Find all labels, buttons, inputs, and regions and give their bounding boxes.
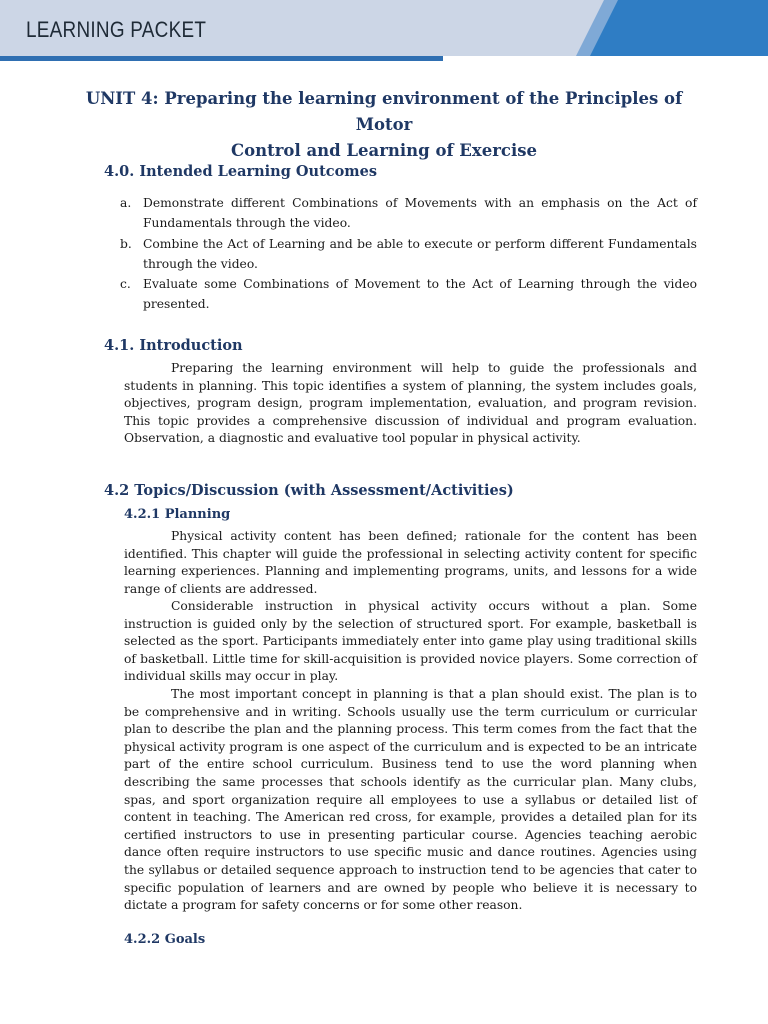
introduction-heading: 4.1. Introduction [104, 337, 243, 354]
outcomes-heading: 4.0. Intended Learning Outcomes [104, 163, 378, 180]
list-item-text: Demonstrate different Combinations of Movements with an emphasis on the Act of Fundamentals through the video. [143, 196, 697, 231]
planning-heading: 4.2.1 Planning [124, 507, 231, 522]
list-marker: c. [120, 277, 131, 292]
list-marker: a. [120, 196, 132, 210]
unit-title [60, 86, 708, 164]
planning-paragraph-1: Physical activity content has been defined; rationale for the content has been identified. This chapter will guide the professional in selecting activity content for specific learning experiences. Planning and implementing programs, units, and lessons for a wide range of clients are addressed. [124, 529, 697, 596]
goals-heading: 4.2.2 Goals [124, 932, 206, 947]
unit-title-line-2: Control and Learning of Exercise [230, 141, 537, 160]
outcomes-list [120, 193, 697, 315]
page-header [0, 0, 768, 64]
list-item-text: Evaluate some Combinations of Movement to the Act of Learning through the video presented. [143, 277, 697, 312]
header-underline [0, 56, 443, 61]
planning-paragraph-2: Considerable instruction in physical activity occurs without a plan. Some instruction is guided only by the selection of structured sport. For example, basketball is selected as the sport. Participants immediately enter into game play using traditional skills of basketball. Little time for skill-acquisition is provided novice players. Some correction of individual skills may occur in play. [124, 599, 697, 684]
planning-paragraph-3: The most important concept in planning is that a plan should exist. The plan is to be comprehensive and in writing. Schools usually use the term curriculum or curricular plan to describe the plan and the planning process. This term comes from the fact that the physical activity program is one aspect of the curriculum and is expected to be an intricate part of the entire school curriculum. Business tend to use the word planning when describing the same processes that schools identify as the curricular plan. Many clubs, spas, and sport organization require all employees to use a syllabus or detailed list of content in teaching. The American red cross, for example, provides a detailed plan for its certified instructors to use in presenting particular course. Agencies teaching aerobic dance often require instructors to use specific music and dance routines. Agencies using the syllabus or detailed sequence approach to instruction tend to be agencies that cater to specific population of learners and are owned by people who believe it is necessary to dictate a program for safety concerns or for some other reason. [124, 687, 697, 913]
list-item [120, 274, 697, 315]
unit-title-line-1: UNIT 4: Preparing the learning environment of the Principles of Motor [85, 89, 683, 134]
list-item [120, 234, 697, 275]
header-title: LEARNING PACKET [26, 17, 207, 42]
topics-heading: 4.2 Topics/Discussion (with Assessment/Activities) [104, 482, 514, 499]
list-item-text: Combine the Act of Learning and be able to execute or perform different Fundamentals through the video. [143, 236, 697, 271]
list-marker: b. [120, 236, 132, 251]
list-item [120, 193, 697, 234]
introduction-paragraph: Preparing the learning environment will help to guide the professionals and students in planning. This topic identifies a system of planning, the system includes goals, objectives, program design, program implementation, evaluation, and program revision. This topic provides a comprehensive discussion of individual and program evaluation. Observation, a diagnostic and evaluative tool popular in physical activity. [124, 361, 697, 446]
